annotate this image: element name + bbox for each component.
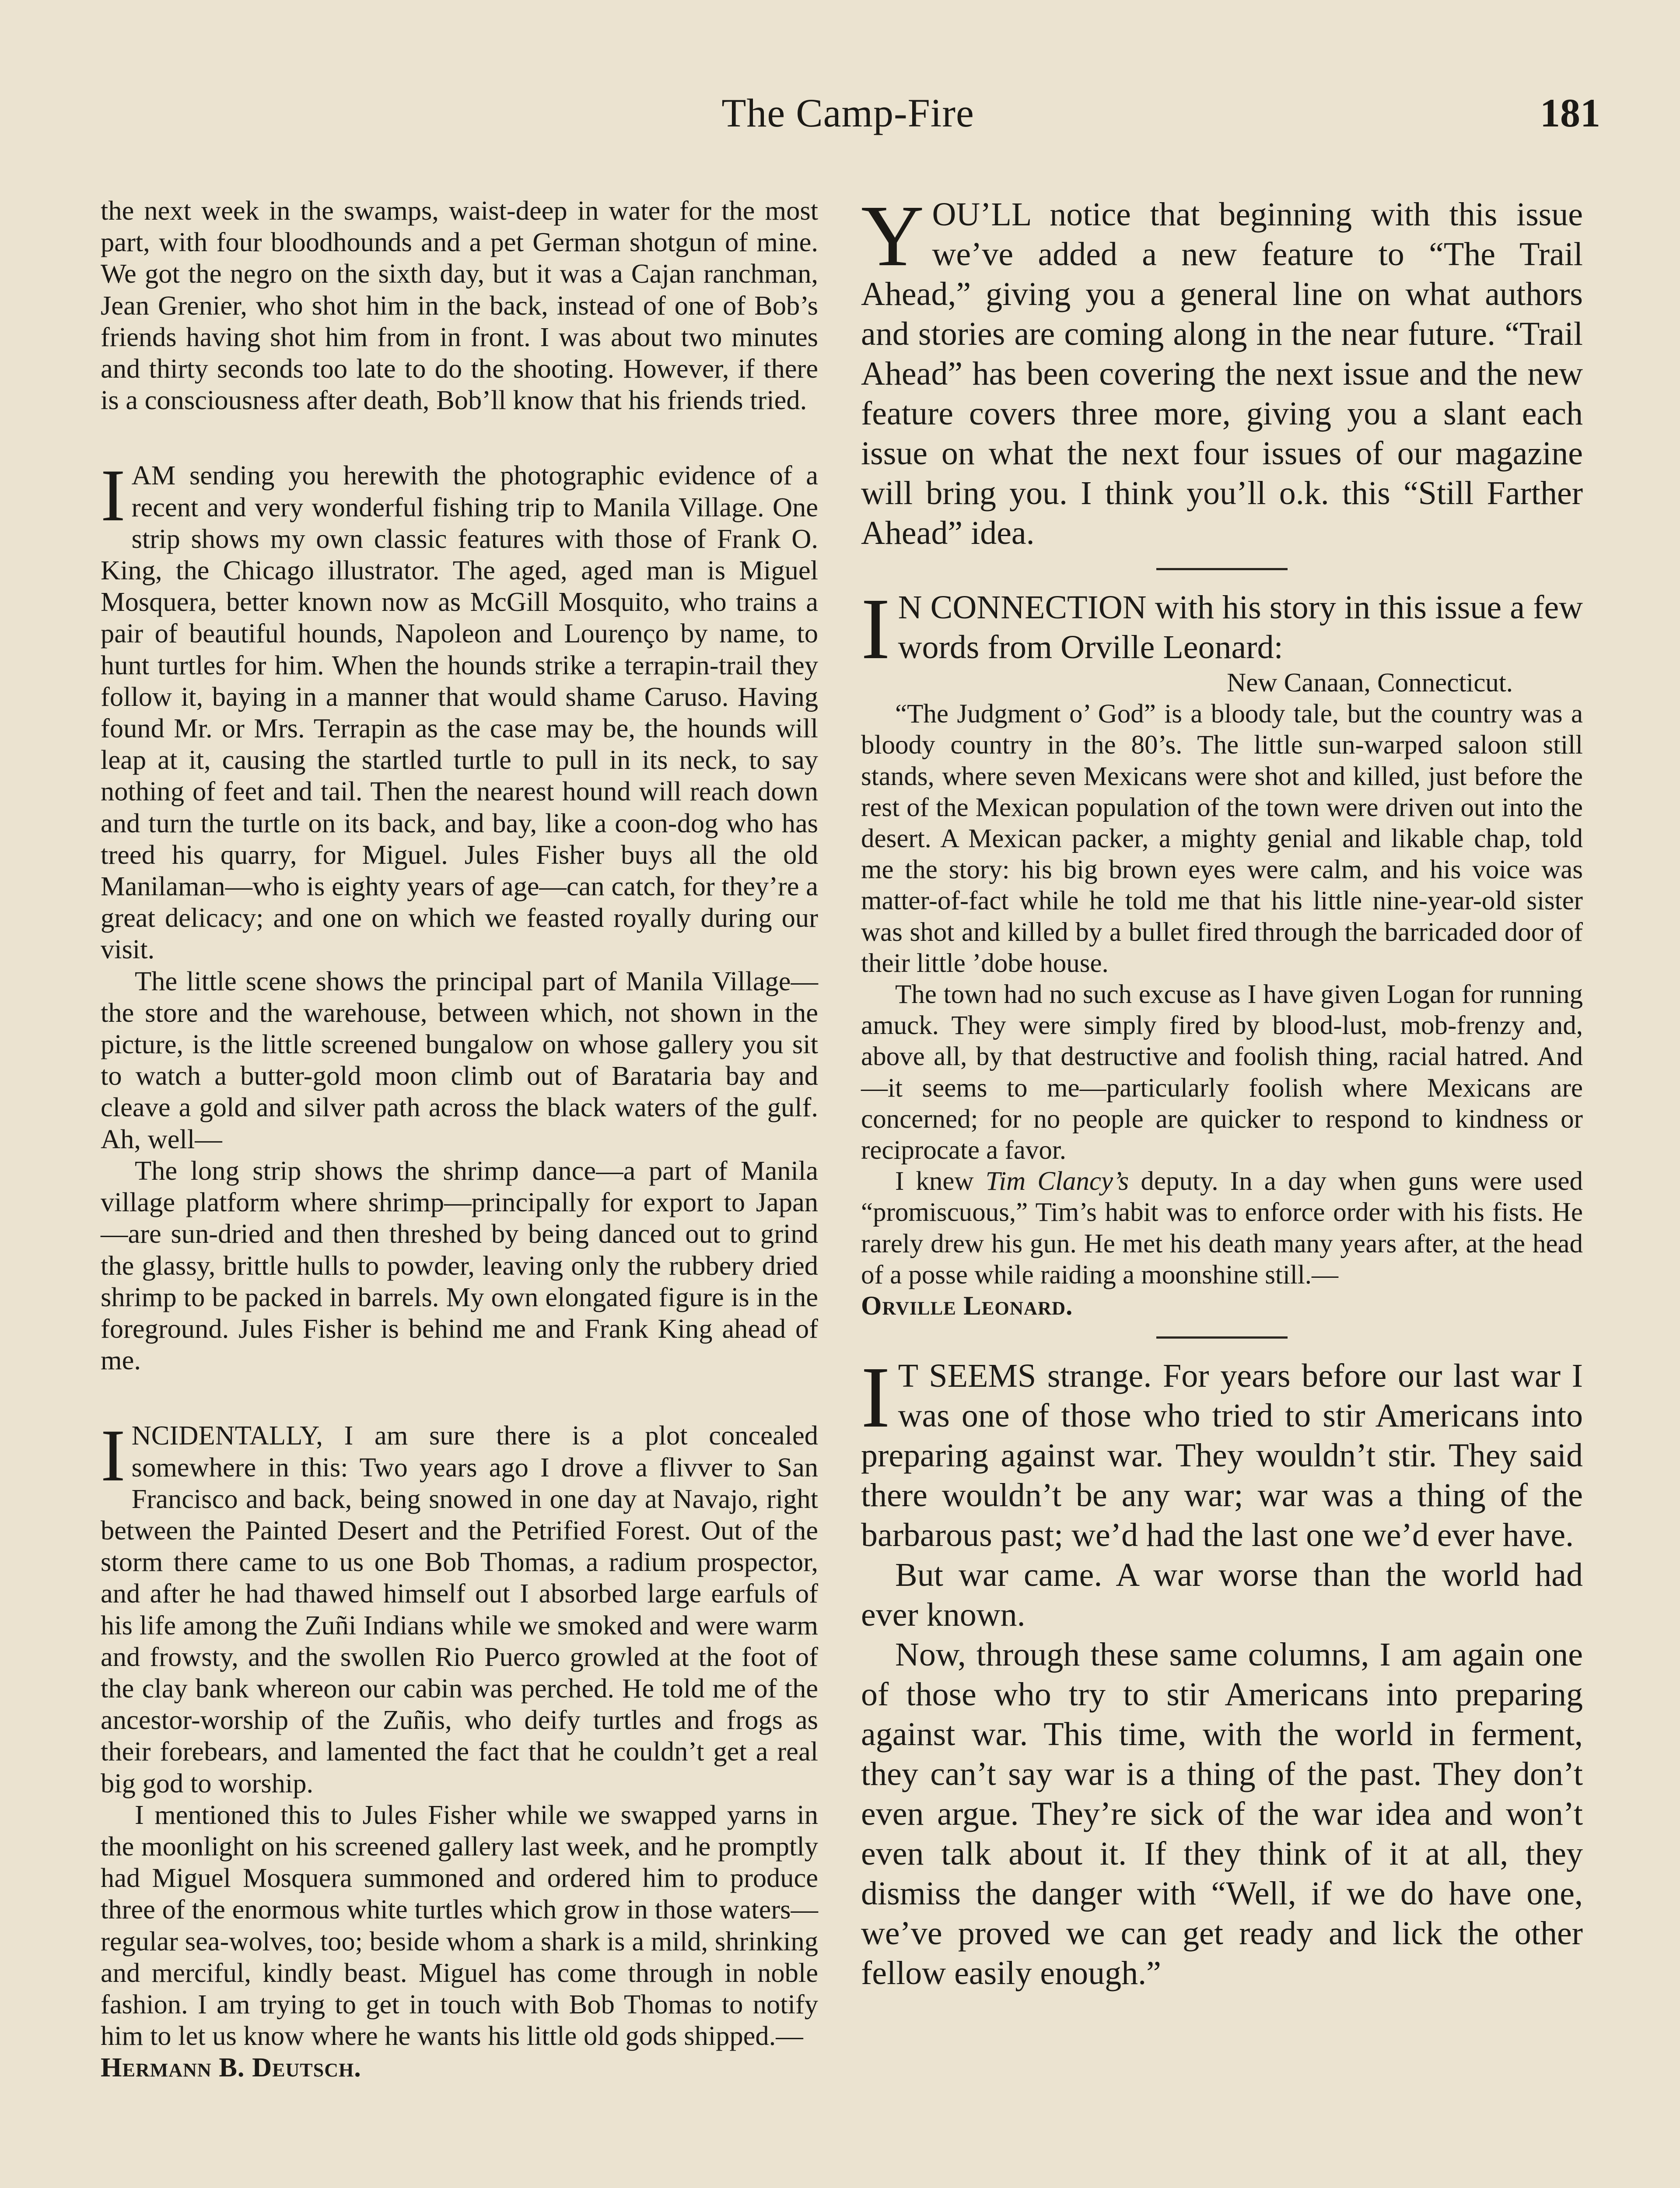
section-divider: [1156, 1336, 1288, 1339]
paragraph: The little scene shows the principal part of Manila Village—the store and the warehouse, between which, not shown in the picture, is the little screened bungalow on whose gallery you sit to watch a butter-gold moon climb out of Barataria bay and cleave a gold and silver path across the black waters of the gulf. Ah, well—: [101, 965, 818, 1154]
paragraph: The long strip shows the shrimp dance—a part of Manila village platform where shrimp—principally for export to Japan—are sun-dried and then threshed by being danced out to grind the glassy, brittle hulls to powder, leaving only the rubbery dried shrimp to be packed in barrels. My own elongated figure is in the foreground. Jules Fisher is behind me and Frank King ahead of me.: [101, 1155, 818, 1376]
signature: Hermann B. Deutsch.: [101, 2052, 361, 2083]
paragraph-text: OU’LL notice that beginning with this issue we’ve added a new feature to “The Trail Ahead,” giving you a general line on what authors and stories are coming along in the near future. “Trail Ahead” has been covering the next issue and the new feature covers three more, giving you a slant each issue on what the next four issues of our magazine will bring you. I think you’ll o.k. this “Still Farther Ahead” idea.: [861, 196, 1583, 551]
paragraph: the next week in the swamps, waist-deep in water for the most part, with four bloodhounds and a pet German shotgun of mine. We got the negro on the sixth day, but it was a Cajan ranchman, Jean Grenier, who shot him in the back, instead of one of Bob’s friends having shot him from in front. I was about two minutes and thirty seconds too late to do the shooting. However, if there is a consciousness after death, Bob’ll know that his friends tried.: [101, 195, 818, 416]
paragraph-text: N CONNECTION with his story in this issue a few words from Orville Leonard:: [898, 589, 1583, 666]
italic-name: Tim Clancy’s: [985, 1167, 1129, 1196]
paragraph: “The Judgment o’ God” is a bloody tale, but the country was a bloody country in the 80’s. The little sun-warped saloon still stands, where seven Mexicans were shot and killed, just before the rest of the Mexican population of the town were driven out into the desert. A Mexican packer, a mighty genial and likable chap, told me the story: his big brown eyes were calm, and his voice was matter-of-fact while he told me that his little nine-year-old sister was shot and killed by a bullet fired through the barricaded door of their little ’dobe house.: [861, 699, 1583, 978]
paragraph-text: AM sending you herewith the photographic evidence of a recent and very wonderful fishing trip to Manila Village. One strip shows my own classic features with those of Frank O. King, the Chicago illustrator. The aged, aged man is Miguel Mosquera, better known now as McGill Mosquito, who trains a pair of beautiful hounds, Napoleon and Lourenço by name, to hunt turtles for him. When the hounds strike a terrapin-trail they follow it, baying in a manner that would shame Caruso. Having found Mr. or Mrs. Terrapin as the case may be, the hounds will leap at it, causing the startled turtle to pull in its neck, to say nothing of feet and tail. Then the nearest hound will reach down and turn the turtle on its back, and bay, like a coon-dog who has treed his quarry, for Miguel. Jules Fisher buys all the old Manilaman—who is eighty years of age—can catch, for they’re a great delicacy; and one on which we feasted royally during our visit.: [101, 460, 818, 965]
drop-cap: I: [101, 454, 126, 537]
drop-cap: I: [101, 1414, 126, 1497]
right-column: [861, 188, 1583, 1993]
page-header: [95, 90, 1600, 151]
paragraph: [861, 581, 1583, 677]
paragraph: [101, 1414, 818, 1799]
drop-cap: Y: [861, 188, 924, 284]
paragraph-text: I mentioned this to Jules Fisher while we swapped yarns in the moonlight on his screened gallery last week, and he promptly had Miguel Mosquera summoned and ordered him to produce three of the enormous white turtles which grow in those waters—regular sea-wolves, too; beside whom a shark is a mild, shrinking and merciful, kindly beast. Miguel has come through in noble fashion. I am trying to get in touch with Bob Thomas to notify him to let us know where he wants his little old gods shipped.—: [101, 1799, 818, 2051]
signature: Orville Leonard.: [861, 1291, 1073, 1321]
section-orville-leonard: [861, 581, 1583, 1322]
section-war-preparedness: [861, 1349, 1583, 1993]
drop-cap: I: [861, 1349, 890, 1446]
section-manila-village: [101, 454, 818, 1376]
section-incidentally: [101, 1414, 818, 2083]
paragraph-text: T SEEMS strange. For years before our last war I was one of those who tried to stir Americans into preparing against war. They wouldn’t stir. They said there wouldn’t be any war; war was a thing of the barbarous past; we’d had the last one we’d ever have.: [861, 1357, 1583, 1554]
paragraph: [101, 454, 818, 965]
paragraph: Now, through these same columns, I am again one of those who try to stir Americans into preparing against war. This time, with the world in ferment, they can’t say war is a thing of the past. They don’t even argue. They’re sick of the war idea and won’t even talk about it. If they think of it at all, they dismiss the danger with “Well, if we do have one, we’ve proved we can get ready and lick the other fellow easily enough.”: [861, 1636, 1583, 1992]
page-number: 181: [1540, 91, 1600, 135]
section-divider: [1156, 568, 1288, 570]
section-bob-letter-end: [101, 195, 818, 416]
running-title: The Camp-Fire: [721, 91, 974, 135]
section-trail-ahead: [861, 188, 1583, 553]
paragraph: [861, 1349, 1583, 1555]
paragraph-text: NCIDENTALLY, I am sure there is a plot concealed somewhere in this: Two years ago I drove a flivver to San Francisco and back, being snowed in one day at Navajo, right between the Painted Desert and the Petrified Forest. Out of the storm there came to us one Bob Thomas, a radium prospector, and after he had thawed himself out I absorbed large earfuls of his life among the Zuñi Indians while we smoked and were warm and frowsty, and the swollen Rio Puerco growled at the foot of the clay bank whereon our cabin was perched. He told me of the ancestor-worship of the Zuñis, who deify turtles and frogs as their forebears, and lamented the fact that he couldn’t get a real big god to worship.: [101, 1420, 818, 1799]
paragraph: The town had no such excuse as I have given Logan for running amuck. They were simply fired by blood-lust, mob-frenzy and, above all, by that destructive and foolish thing, racial hatred. And—it seems to me—particularly foolish where Mexicans are concerned; for no people are quicker to respond to kindness or reciprocate a favor.: [861, 980, 1583, 1165]
paragraph: [861, 188, 1583, 553]
drop-cap: I: [861, 581, 890, 677]
letter-address: New Canaan, Connecticut.: [1227, 668, 1513, 698]
left-column: [101, 195, 818, 2083]
paragraph: But war came. A war worse than the world had ever known.: [861, 1557, 1583, 1634]
paragraph: [101, 1799, 818, 2083]
paragraph: I knew Tim Clancy’s deputy. In a day when guns were used “promiscuous,” Tim’s habit was to enforce order with his fists. He rarely drew his gun. He met his death many years after, at the head of a posse while raiding a moonshine still.— Orville Leonard.: [861, 1167, 1583, 1321]
